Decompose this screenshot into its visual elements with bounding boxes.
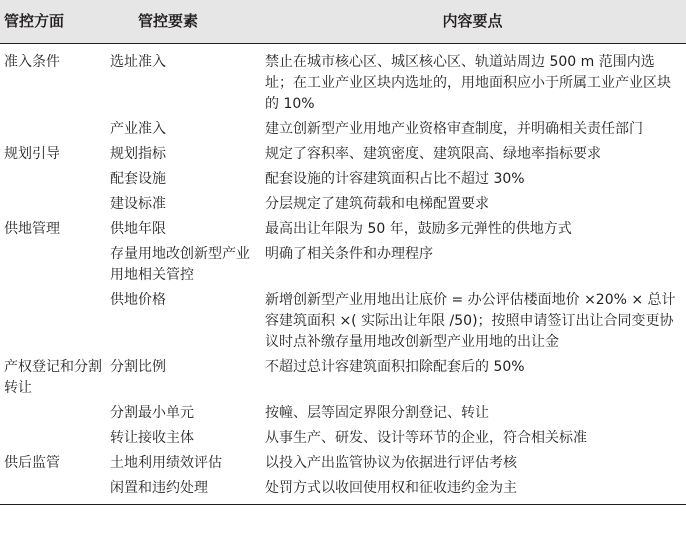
cell-aspect: 准入条件 [4, 53, 60, 70]
cell-content: 处罚方式以收回使用权和征收违约金为主 [259, 474, 686, 505]
table-row [0, 215, 686, 240]
table-row [0, 165, 686, 190]
cell-content: 最高出让年限为 50 年，鼓励多元弹性的供地方式 [265, 220, 572, 237]
cell-content: 禁止在城市核心区、城区核心区、轨道站周边 500 m 范围内选址；在工业产业区块内选址的，用地面积应小于所属工业产业区块的 10% [265, 53, 671, 112]
cell-aspect [0, 424, 104, 449]
cell-content: 不超过总计容建筑面积扣除配套后的 50% [265, 358, 525, 375]
cell-element: 存量用地改创新型产业用地相关管控 [110, 245, 250, 283]
cell-aspect [0, 399, 104, 424]
cell-content: 建立创新型产业用地产业资格审查制度，并明确相关责任部门 [265, 120, 643, 137]
table-row [0, 190, 686, 215]
cell-element: 转让接收主体 [110, 429, 194, 446]
cell-aspect: 产权登记和分割转让 [4, 358, 102, 396]
table-row [0, 240, 686, 286]
table-row [0, 286, 686, 353]
cell-element: 建设标准 [110, 195, 166, 212]
cell-content: 配套设施的计容建筑面积占比不超过 30% [265, 170, 525, 187]
cell-content: 新增创新型产业用地出让底价 = 办公评估楼面地价 ×20% × 总计容建筑面积 ×( 实际出让年限 /50)；按照申请签订出让合同变更协议时点补缴存量用地改创新型产业用地的出让金 [265, 291, 676, 350]
cell-aspect [0, 474, 104, 505]
cell-aspect: 供后监管 [4, 454, 60, 471]
table-row [0, 140, 686, 165]
cell-element: 供地价格 [110, 291, 166, 308]
cell-aspect [0, 240, 104, 286]
cell-aspect [0, 286, 104, 353]
header-content: 内容要点 [259, 0, 686, 43]
table-row [0, 353, 686, 399]
table-row [0, 115, 686, 140]
cell-content: 分层规定了建筑荷载和电梯配置要求 [265, 195, 489, 212]
header-aspect: 管控方面 [0, 0, 104, 43]
table-row [0, 399, 686, 424]
cell-content: 明确了相关条件和办理程序 [265, 245, 433, 262]
cell-aspect [0, 165, 104, 190]
cell-content: 规定了容积率、建筑密度、建筑限高、绿地率指标要求 [265, 145, 601, 162]
cell-aspect [0, 190, 104, 215]
cell-content: 按幢、层等固定界限分割登记、转让 [265, 404, 489, 421]
cell-element: 供地年限 [110, 220, 166, 237]
cell-element: 规划指标 [110, 145, 166, 162]
table-row [0, 424, 686, 449]
cell-content: 从事生产、研发、设计等环节的企业，符合相关标准 [265, 429, 587, 446]
cell-content: 以投入产出监管协议为依据进行评估考核 [265, 454, 517, 471]
header-element: 管控要素 [104, 0, 259, 43]
cell-element: 产业准入 [110, 120, 166, 137]
cell-aspect: 规划引导 [4, 145, 60, 162]
cell-element: 土地利用绩效评估 [110, 454, 222, 471]
cell-element: 分割比例 [110, 358, 166, 375]
table-header-row [0, 0, 686, 43]
cell-element: 配套设施 [110, 170, 166, 187]
table-row [0, 43, 686, 115]
table-row [0, 449, 686, 474]
cell-aspect [0, 115, 104, 140]
table-row [0, 474, 686, 505]
cell-element: 闲置和违约处理 [104, 474, 259, 505]
cell-element: 分割最小单元 [110, 404, 194, 421]
cell-element: 选址准入 [110, 53, 166, 70]
cell-aspect: 供地管理 [4, 220, 60, 237]
